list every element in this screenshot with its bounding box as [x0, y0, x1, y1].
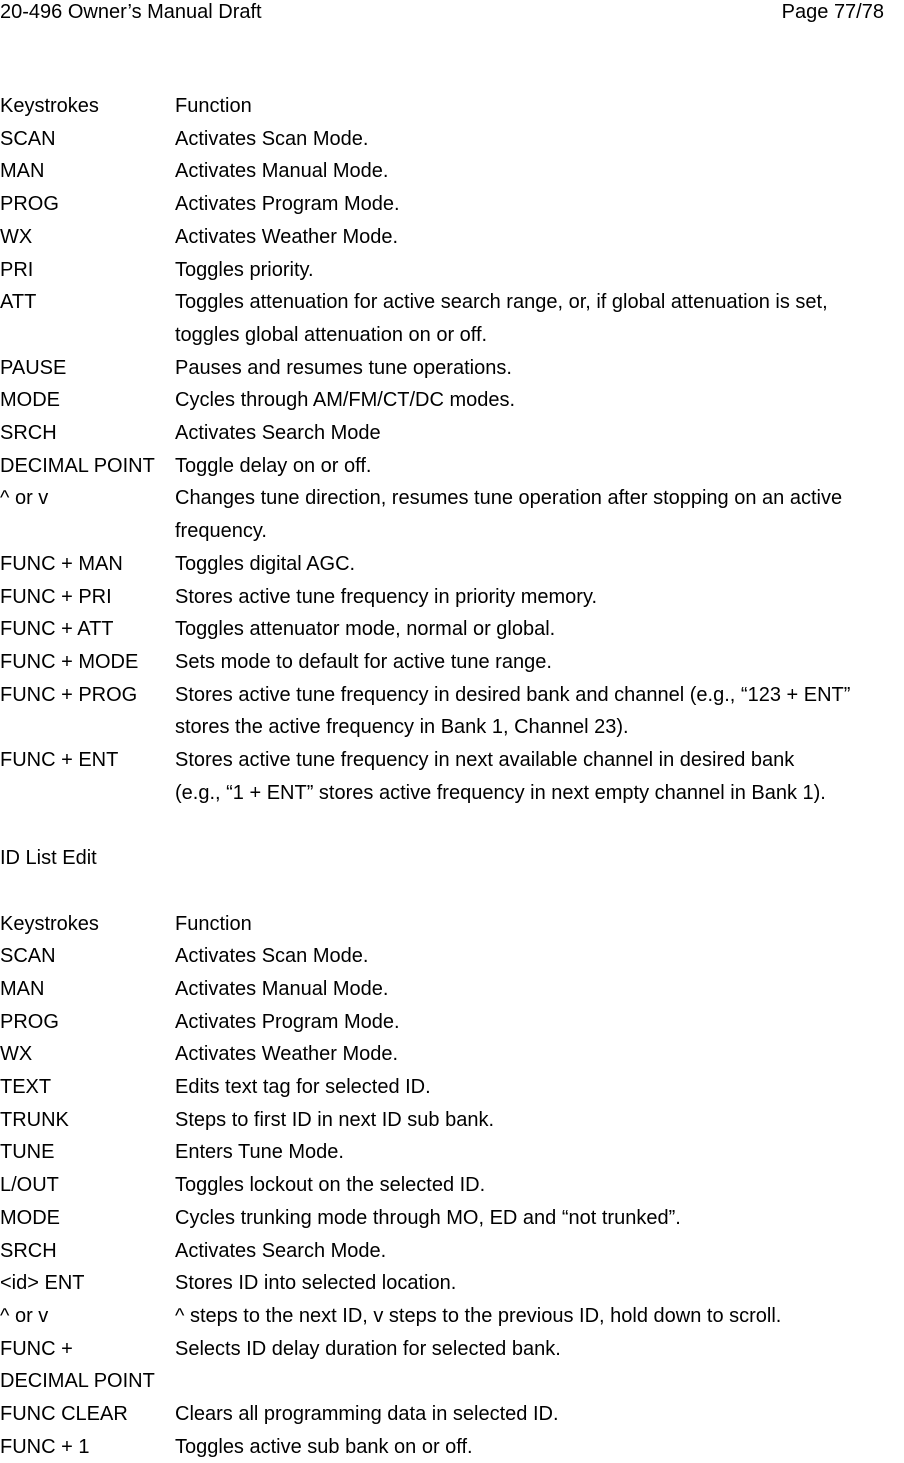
table-row	[0, 1300, 904, 1333]
keystroke-cell: PRI	[0, 258, 34, 281]
table-row	[0, 1431, 904, 1463]
document-title: 20-496 Owner’s Manual Draft	[0, 1, 262, 23]
keystroke-cell	[0, 515, 175, 548]
function-cell: Stores active tune frequency in priority memory.	[175, 585, 598, 608]
keystroke-cell: SCAN	[0, 945, 56, 968]
keystroke-cell	[0, 319, 175, 352]
function-cell: Activates Search Mode	[175, 422, 381, 445]
function-cell: Enters Tune Mode.	[175, 1141, 344, 1164]
function-cell: Stores active tune frequency in next available channel in desired bank	[175, 749, 795, 772]
keystroke-cell: PROG	[0, 193, 59, 216]
keystroke-cell: ATT	[0, 291, 37, 314]
table-row	[0, 221, 904, 254]
table-row	[0, 1104, 904, 1137]
function-cell: Toggles attenuator mode, normal or global.	[175, 618, 556, 641]
function-cell: toggles global attenuation on or off.	[175, 323, 488, 346]
table-row	[0, 254, 904, 287]
keystroke-cell: SRCH	[0, 422, 57, 445]
table-row	[0, 286, 904, 319]
table-row	[0, 1202, 904, 1235]
page-number: Page 77/78	[781, 1, 884, 23]
keystroke-cell: TRUNK	[0, 1108, 69, 1131]
function-cell: Stores active tune frequency in desired bank and channel (e.g., “123 + ENT”	[175, 683, 851, 706]
keystroke-cell: PROG	[0, 1010, 59, 1033]
table-row	[0, 417, 904, 450]
keystroke-cell: MODE	[0, 1206, 60, 1229]
keystroke-table-1	[0, 90, 904, 809]
table-row-continuation	[0, 319, 904, 352]
keystroke-cell: WX	[0, 1043, 33, 1066]
keystroke-cell: MAN	[0, 977, 45, 1000]
table-row	[0, 646, 904, 679]
table-row	[0, 1006, 904, 1039]
table-row	[0, 548, 904, 581]
table-row	[0, 123, 904, 156]
function-cell: Clears all programming data in selected ID.	[175, 1403, 559, 1426]
function-cell: Activates Manual Mode.	[175, 977, 389, 1000]
column-header-function: Function	[175, 912, 252, 935]
function-cell: Activates Weather Mode.	[175, 1043, 399, 1066]
column-header-keystrokes: Keystrokes	[0, 912, 99, 935]
table-row	[0, 973, 904, 1006]
keystroke-cell: TUNE	[0, 1141, 55, 1164]
table-row	[0, 155, 904, 188]
table-row	[0, 352, 904, 385]
function-cell: Selects ID delay duration for selected bank.	[175, 1337, 561, 1360]
keystroke-cell: FUNC + 1	[0, 1435, 90, 1458]
spacer	[0, 875, 904, 908]
function-cell: Cycles through AM/FM/CT/DC modes.	[175, 389, 516, 412]
function-cell: Toggle delay on or off.	[175, 454, 372, 477]
table-row	[0, 188, 904, 221]
table-row-continuation	[0, 777, 904, 810]
keystroke-cell	[0, 711, 175, 744]
function-cell: Activates Weather Mode.	[175, 225, 399, 248]
keystroke-cell: FUNC + PROG	[0, 683, 138, 706]
keystroke-cell: TEXT	[0, 1076, 52, 1099]
function-cell: Activates Program Mode.	[175, 1010, 400, 1033]
function-cell: Stores ID into selected location.	[175, 1272, 457, 1295]
table-row	[0, 450, 904, 483]
function-cell: Toggles active sub bank on or off.	[175, 1435, 473, 1458]
keystroke-cell: ^ or v	[0, 487, 49, 510]
keystroke-cell: FUNC +	[0, 1337, 73, 1360]
table-row	[0, 613, 904, 646]
table-row	[0, 1333, 904, 1366]
function-cell: Activates Scan Mode.	[175, 945, 369, 968]
keystroke-cell: L/OUT	[0, 1174, 59, 1197]
keystroke-cell	[0, 777, 175, 810]
spacer	[0, 809, 904, 842]
table-row	[0, 1071, 904, 1104]
table-row-continuation	[0, 515, 904, 548]
table-row	[0, 482, 904, 515]
keystroke-cell: SRCH	[0, 1239, 57, 1262]
table-header-row	[0, 908, 904, 941]
column-header-function: Function	[175, 95, 252, 117]
function-cell: Changes tune direction, resumes tune operation after stopping on an active	[175, 487, 843, 510]
table-row	[0, 1038, 904, 1071]
column-header-keystrokes: Keystrokes	[0, 95, 99, 117]
function-cell: Toggles priority.	[175, 258, 314, 281]
table-row	[0, 1169, 904, 1202]
section-title-id-list-edit: ID List Edit	[0, 847, 97, 870]
function-cell: Activates Search Mode.	[175, 1239, 387, 1262]
table-header-row	[0, 90, 904, 123]
keystroke-cell: FUNC + PRI	[0, 585, 112, 608]
keystroke-cell: DECIMAL POINT	[0, 1370, 155, 1393]
function-cell: Activates Manual Mode.	[175, 160, 389, 183]
keystroke-cell: DECIMAL POINT	[0, 454, 155, 477]
keystroke-cell: FUNC + ATT	[0, 618, 114, 641]
table-row	[0, 581, 904, 614]
function-cell: frequency.	[175, 520, 267, 543]
keystroke-cell: FUNC + MODE	[0, 650, 139, 673]
keystroke-cell: FUNC + ENT	[0, 749, 119, 772]
table-row	[0, 744, 904, 777]
function-cell: Activates Scan Mode.	[175, 127, 369, 150]
table-row	[0, 1398, 904, 1431]
table-row	[0, 679, 904, 712]
keystroke-cell: WX	[0, 225, 33, 248]
keystroke-cell: SCAN	[0, 127, 56, 150]
function-cell: Toggles digital AGC.	[175, 552, 356, 575]
table-row-continuation	[0, 1365, 904, 1398]
page-header	[0, 0, 904, 26]
function-cell	[175, 1365, 904, 1398]
function-cell: stores the active frequency in Bank 1, Channel 23).	[175, 716, 629, 739]
table-row	[0, 1235, 904, 1268]
keystroke-cell: MAN	[0, 160, 45, 183]
keystroke-cell: MODE	[0, 389, 60, 412]
document-body	[0, 90, 904, 1463]
function-cell: Steps to first ID in next ID sub bank.	[175, 1108, 495, 1131]
keystroke-cell: PAUSE	[0, 356, 67, 379]
keystroke-cell: ^ or v	[0, 1304, 49, 1327]
function-cell: Pauses and resumes tune operations.	[175, 356, 512, 379]
keystroke-cell: FUNC CLEAR	[0, 1403, 128, 1426]
keystroke-table-2	[0, 908, 904, 1463]
table-row	[0, 1267, 904, 1300]
table-row	[0, 384, 904, 417]
function-cell: (e.g., “1 + ENT” stores active frequency in next empty channel in Bank 1).	[175, 781, 826, 804]
table-row	[0, 940, 904, 973]
table-row-continuation	[0, 711, 904, 744]
function-cell: Edits text tag for selected ID.	[175, 1076, 431, 1099]
table-row	[0, 1136, 904, 1169]
function-cell: Toggles lockout on the selected ID.	[175, 1174, 486, 1197]
keystroke-cell: <id> ENT	[0, 1272, 85, 1295]
function-cell: ^ steps to the next ID, v steps to the previous ID, hold down to scroll.	[175, 1304, 782, 1327]
function-cell: Activates Program Mode.	[175, 193, 400, 216]
function-cell: Cycles trunking mode through MO, ED and “not trunked”.	[175, 1206, 681, 1229]
function-cell: Sets mode to default for active tune range.	[175, 650, 552, 673]
keystroke-cell: FUNC + MAN	[0, 552, 123, 575]
function-cell: Toggles attenuation for active search range, or, if global attenuation is set,	[175, 291, 828, 314]
